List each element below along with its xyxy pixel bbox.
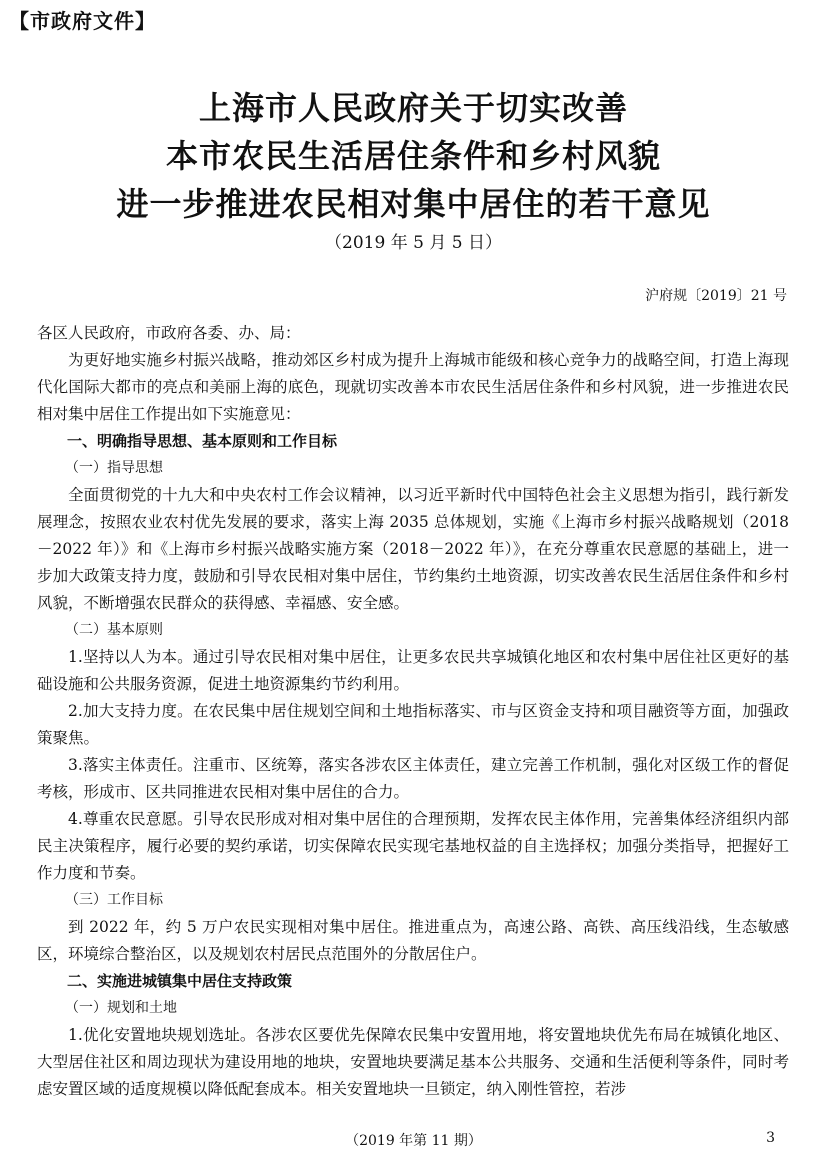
salutation: 各区人民政府，市政府各委、办、局： [37, 324, 301, 342]
document-number: 沪府规〔2019〕21 号 [645, 288, 787, 304]
subsection-work-goals: （三）工作目标 [65, 892, 163, 908]
principle-4: 4.尊重农民意愿。引导农民形成对相对集中居住的合理预期，发挥农民主体作用，完善集体经济组织内部民主决策程序，履行必要的契约承诺，切实保障农民实现宅基地权益的自主选择权；加强分类指导，把握好工作力度和节奏。 [37, 810, 789, 882]
section-2-heading: 二、实施进城镇集中居住支持政策 [67, 972, 293, 990]
subsection-planning-land: （一）规划和土地 [65, 1000, 177, 1016]
title-line-2: 本市农民生活居住条件和乡村风貌 [165, 137, 661, 175]
work-goals-paragraph: 到 2022 年，约 5 万户农民实现相对集中居住。推进重点为，高速公路、高铁、高压线沿线，生态敏感区，环境综合整治区，以及规划农村居民点范围外的分散居住户。 [37, 918, 789, 963]
title-line-3: 进一步推进农民相对集中居住的若干意见 [116, 185, 711, 223]
issue-footer: （2019 年第 11 期） [345, 1133, 482, 1149]
section-1-heading: 一、明确指导思想、基本原则和工作目标 [67, 432, 338, 450]
title-line-1: 上海市人民政府关于切实改善 [198, 89, 628, 127]
principle-3: 3.落实主体责任。注重市、区统筹，落实各涉农区主体责任，建立完善工作机制，强化对区级工作的督促考核，形成市、区共同推进农民相对集中居住的合力。 [37, 756, 789, 801]
section-tag: 【市政府文件】 [9, 9, 156, 33]
principle-2: 2.加大支持力度。在农民集中居住规划空间和土地指标落实、市与区资金支持和项目融资等方面，加强政策聚焦。 [37, 702, 789, 747]
subsection-guiding-ideology: （一）指导思想 [65, 460, 163, 476]
issue-date: （2019 年 5 月 5 日） [325, 233, 502, 253]
guiding-ideology-paragraph: 全面贯彻党的十九大和中央农村工作会议精神，以习近平新时代中国特色社会主义思想为指引，践行新发展理念，按照农业农村优先发展的要求，落实上海 2035 总体规划，实施《上海市乡村振兴战略规划（2018－2022 年）》和《上海市乡村振兴战略实施方案（2018－2022 年）》，在充分尊重农民意愿的基础上，进一步加大政策支持力度，鼓励和引导农民相对集中居住，节约集约土地资源，切实改善农民生活居住条件和乡村风貌，不断增强农民群众的获得感、幸福感、安全感。 [37, 486, 789, 612]
principle-1: 1.坚持以人为本。通过引导农民相对集中居住，让更多农民共享城镇化地区和农村集中居住社区更好的基础设施和公共服务资源，促进土地资源集约节约利用。 [37, 648, 789, 693]
planning-item-1: 1.优化安置地块规划选址。各涉农区要优先保障农民集中安置用地，将安置地块优先布局在城镇化地区、大型居住社区和周边现状为建设用地的地块，安置地块要满足基本公共服务、交通和生活便利等条件，同时考虑安置区域的适度规模以降低配套成本。相关安置地块一旦锁定，纳入刚性管控，若涉 [37, 1026, 789, 1098]
document-body [37, 320, 789, 1103]
page-number: 3 [766, 1130, 775, 1146]
subsection-basic-principles: （二）基本原则 [65, 622, 163, 638]
intro-paragraph: 为更好地实施乡村振兴战略，推动郊区乡村成为提升上海城市能级和核心竞争力的战略空间，打造上海现代化国际大都市的亮点和美丽上海的底色，现就切实改善本市农民生活居住条件和乡村风貌，进一步推进农民相对集中居住工作提出如下实施意见： [37, 351, 789, 423]
